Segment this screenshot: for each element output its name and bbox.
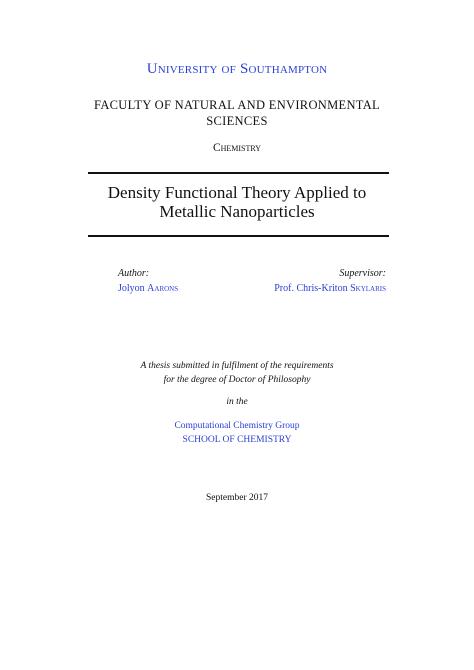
thesis-statement-line-2: for the degree of Doctor of Philosophy (163, 374, 311, 385)
thesis-statement (0, 360, 474, 388)
school-link[interactable]: SCHOOL OF CHEMISTRY (182, 434, 292, 445)
supervisor-link[interactable] (274, 283, 386, 294)
title-rule-bottom (88, 235, 389, 237)
title-rule-top (88, 172, 389, 174)
supervisor-block (274, 267, 386, 296)
university-link[interactable]: University of Southampton (146, 61, 328, 77)
supervisor-name (274, 282, 386, 297)
faculty-line-1: FACULTY OF NATURAL AND ENVIRONMENTAL (94, 98, 380, 112)
department-name: Chemistry (212, 142, 262, 154)
faculty-name (0, 98, 474, 129)
in-the-text: in the (226, 397, 248, 407)
thesis-title-line-1: Density Functional Theory Applied to (107, 183, 367, 202)
supervisor-first-name: Prof. Chris-Kriton (274, 282, 348, 294)
author-first-name: Jolyon (118, 282, 145, 294)
author-name (118, 282, 178, 297)
author-link[interactable] (118, 283, 178, 294)
submission-date: September 2017 (205, 493, 268, 503)
university-name (0, 60, 474, 79)
research-group (0, 420, 474, 448)
thesis-statement-line-1: A thesis submitted in fulfilment of the requirements (140, 361, 334, 371)
group-link[interactable]: Computational Chemistry Group (174, 421, 300, 431)
supervisor-last-name: Skylaris (350, 282, 386, 294)
supervisor-label: Supervisor: (339, 268, 386, 279)
thesis-title (0, 183, 474, 221)
thesis-title-line-2: Metallic Nanoparticles (159, 202, 315, 222)
faculty-line-2: SCIENCES (206, 113, 268, 128)
author-label: Author: (118, 268, 150, 279)
author-last-name: Aarons (147, 282, 179, 294)
author-block (118, 267, 178, 296)
